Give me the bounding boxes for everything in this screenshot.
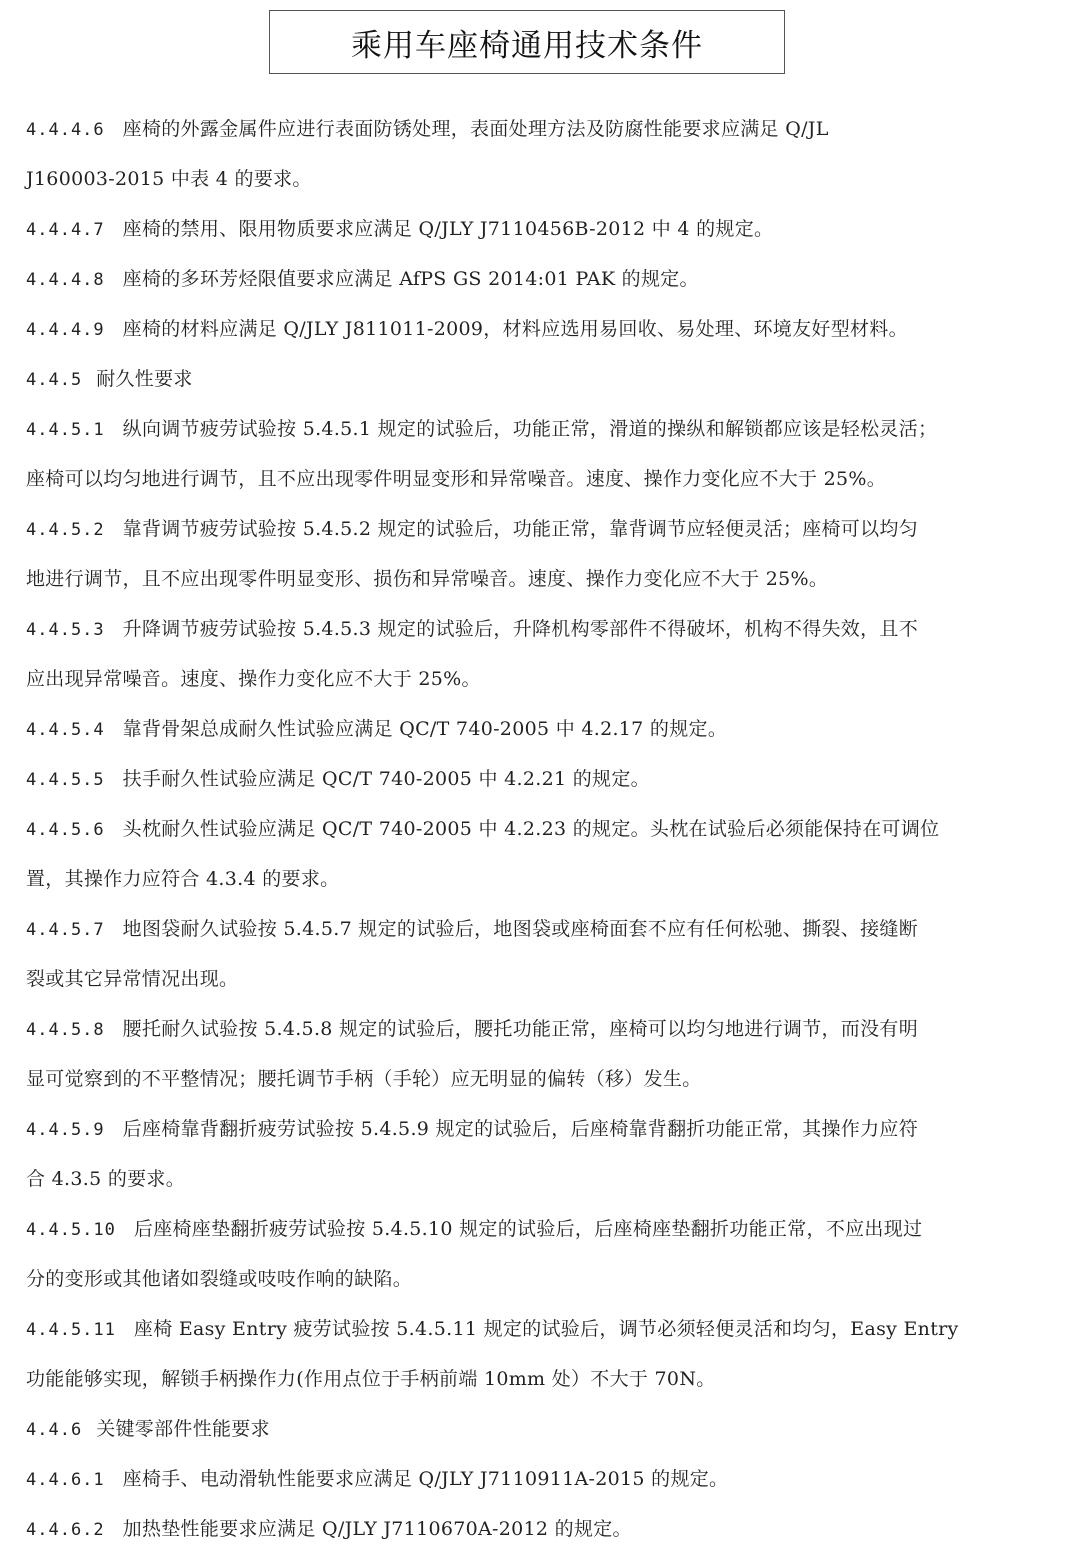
clause-number: 4.4.4.9 [26, 320, 105, 340]
clause-continuation-line [26, 1354, 1056, 1404]
clause-line [26, 404, 1056, 454]
document-title-box [269, 10, 785, 74]
clause-text: 座椅手、电动滑轨性能要求应满足 Q/JLY J7110911A-2015 的规定。 [122, 1468, 729, 1490]
clause-line [26, 704, 1056, 754]
clause-text: 座椅 Easy Entry 疲劳试验按 5.4.5.11 规定的试验后，调节必须轻便灵活和均匀，Easy Entry [133, 1318, 959, 1340]
clause-number: 4.4.5.4 [26, 720, 105, 740]
clause-text: 后座椅靠背翻折疲劳试验按 5.4.5.9 规定的试验后，后座椅靠背翻折功能正常，其操作力应符 [122, 1118, 919, 1140]
clause-number: 4.4.5.2 [26, 520, 105, 540]
clause-continuation-line [26, 1254, 1056, 1304]
clause-line [26, 1504, 1056, 1554]
clause-line [26, 604, 1056, 654]
clause-continuation-line [26, 454, 1056, 504]
section-heading [26, 1404, 1056, 1454]
clause-number: 4.4.5.6 [26, 820, 105, 840]
clause-continuation-line [26, 154, 1056, 204]
clause-number: 4.4.5.3 [26, 620, 105, 640]
clause-text: 头枕耐久性试验应满足 QC/T 740-2005 中 4.2.23 的规定。头枕在试验后必须能保持在可调位 [122, 818, 940, 840]
clause-text: 显可觉察到的不平整情况；腰托调节手柄（手轮）应无明显的偏转（移）发生。 [26, 1068, 702, 1090]
clause-text: 座椅的多环芳烃限值要求应满足 AfPS GS 2014:01 PAK 的规定。 [122, 268, 699, 290]
clause-continuation-line [26, 854, 1056, 904]
clause-continuation-line [26, 554, 1056, 604]
document-body [26, 104, 1056, 1554]
clause-text: 分的变形或其他诸如裂缝或吱吱作响的缺陷。 [26, 1268, 413, 1290]
clause-line [26, 204, 1056, 254]
clause-number: 4.4.5.5 [26, 770, 105, 790]
clause-line [26, 104, 1056, 154]
section-heading-text: 关键零部件性能要求 [96, 1418, 270, 1440]
clause-line [26, 254, 1056, 304]
clause-text: 腰托耐久试验按 5.4.5.8 规定的试验后，腰托功能正常，座椅可以均匀地进行调节，而没有明 [122, 1018, 919, 1040]
clause-text: 地进行调节，且不应出现零件明显变形、损伤和异常噪音。速度、操作力变化应不大于 25%。 [26, 568, 829, 590]
clause-line [26, 1454, 1056, 1504]
clause-text: 升降调节疲劳试验按 5.4.5.3 规定的试验后，升降机构零部件不得破坏，机构不得失效，且不 [122, 618, 919, 640]
clause-number: 4.4.4.8 [26, 270, 105, 290]
clause-text: 座椅的材料应满足 Q/JLY J811011-2009，材料应选用易回收、易处理、环境友好型材料。 [122, 318, 908, 340]
clause-number: 4.4.5.11 [26, 1320, 116, 1340]
clause-line [26, 1004, 1056, 1054]
clause-continuation-line [26, 654, 1056, 704]
clause-text: 扶手耐久性试验应满足 QC/T 740-2005 中 4.2.21 的规定。 [122, 768, 650, 790]
clause-number: 4.4.6.1 [26, 1470, 105, 1490]
clause-number: 4.4.5.1 [26, 420, 105, 440]
clause-continuation-line [26, 1054, 1056, 1104]
clause-number: 4.4.6.2 [26, 1520, 105, 1540]
clause-text: 纵向调节疲劳试验按 5.4.5.1 规定的试验后，功能正常，滑道的操纵和解锁都应该是轻松灵活； [122, 418, 938, 440]
clause-text: 合 4.3.5 的要求。 [26, 1168, 186, 1190]
clause-text: 功能能够实现，解锁手柄操作力(作用点位于手柄前端 10mm 处）不大于 70N。 [26, 1368, 716, 1390]
clause-line [26, 304, 1056, 354]
clause-text: 靠背调节疲劳试验按 5.4.5.2 规定的试验后，功能正常，靠背调节应轻便灵活；座椅可以均匀 [122, 518, 919, 540]
clause-number: 4.4.5.10 [26, 1220, 116, 1240]
clause-text: 置，其操作力应符合 4.3.4 的要求。 [26, 868, 340, 890]
clause-line [26, 504, 1056, 554]
clause-line [26, 754, 1056, 804]
clause-number: 4.4.5.7 [26, 920, 105, 940]
section-heading [26, 354, 1056, 404]
clause-text: 座椅的外露金属件应进行表面防锈处理，表面处理方法及防腐性能要求应满足 Q/JL [122, 118, 829, 140]
clause-number: 4.4.5.8 [26, 1020, 105, 1040]
clause-text: 应出现异常噪音。速度、操作力变化应不大于 25%。 [26, 668, 481, 690]
clause-continuation-line [26, 954, 1056, 1004]
clause-continuation-line [26, 1154, 1056, 1204]
clause-text: 座椅的禁用、限用物质要求应满足 Q/JLY J7110456B-2012 中 4 的规定。 [122, 218, 774, 240]
clause-line [26, 804, 1056, 854]
clause-number: 4.4.6 [26, 1420, 83, 1440]
clause-text: 靠背骨架总成耐久性试验应满足 QC/T 740-2005 中 4.2.17 的规定。 [122, 718, 728, 740]
clause-number: 4.4.4.7 [26, 220, 105, 240]
clause-text: J160003-2015 中表 4 的要求。 [26, 168, 312, 190]
clause-line [26, 1204, 1056, 1254]
clause-number: 4.4.5 [26, 370, 83, 390]
clause-line [26, 1104, 1056, 1154]
clause-line [26, 904, 1056, 954]
document-title: 乘用车座椅通用技术条件 [351, 27, 703, 64]
clause-text: 后座椅座垫翻折疲劳试验按 5.4.5.10 规定的试验后，后座椅座垫翻折功能正常，不应出现过 [133, 1218, 923, 1240]
clause-text: 地图袋耐久试验按 5.4.5.7 规定的试验后，地图袋或座椅面套不应有任何松驰、撕裂、接缝断 [122, 918, 919, 940]
clause-text: 加热垫性能要求应满足 Q/JLY J7110670A-2012 的规定。 [122, 1518, 632, 1540]
clause-number: 4.4.5.9 [26, 1120, 105, 1140]
clause-text: 座椅可以均匀地进行调节，且不应出现零件明显变形和异常噪音。速度、操作力变化应不大于 25%。 [26, 468, 887, 490]
clause-text: 裂或其它异常情况出现。 [26, 968, 239, 990]
section-heading-text: 耐久性要求 [96, 368, 193, 390]
clause-number: 4.4.4.6 [26, 120, 105, 140]
clause-line [26, 1304, 1056, 1354]
